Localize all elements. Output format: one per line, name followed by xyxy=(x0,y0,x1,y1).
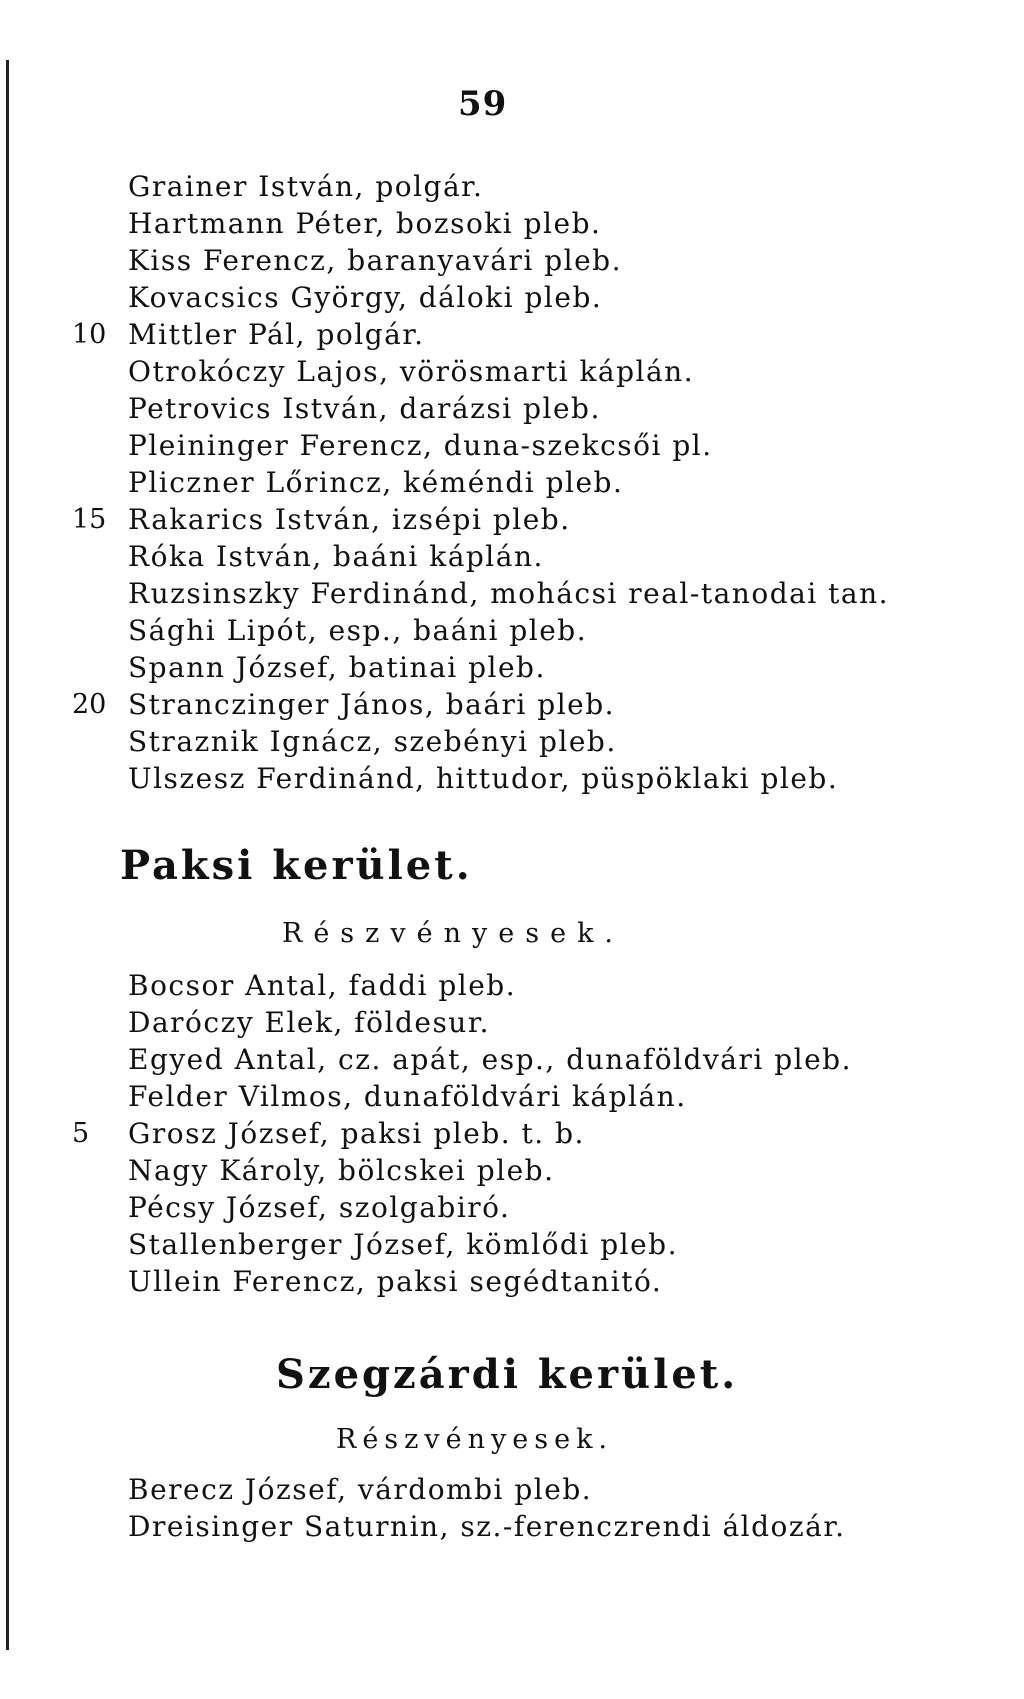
entry-text: Pliczner Lőrincz, kéméndi pleb. xyxy=(128,466,624,499)
section-subheading-paksi: Részvényesek. xyxy=(282,918,625,949)
entry-text: Felder Vilmos, dunaföldvári káplán. xyxy=(128,1080,687,1113)
entry-text: Ulszesz Ferdinánd, hittudor, püspöklaki pleb. xyxy=(128,762,839,795)
page-edge-line xyxy=(6,60,9,1650)
section-subheading-szegzardi: Részvényesek. xyxy=(336,1424,614,1455)
entry-text: Sághi Lipót, esp., baáni pleb. xyxy=(128,614,588,647)
entry-text: Grainer István, polgár. xyxy=(128,170,484,203)
entry-text: Pleininger Ferencz, duna-szekcsői pl. xyxy=(128,429,713,462)
line-number: 20 xyxy=(72,689,107,720)
entry-text: Mittler Pál, polgár. xyxy=(128,318,425,351)
entry-text: Stranczinger János, baári pleb. xyxy=(128,688,616,721)
entry-text: Ullein Ferencz, paksi segédtanitó. xyxy=(128,1265,663,1298)
entry-text: Ruzsinszky Ferdinánd, mohácsi real-tanodai tan. xyxy=(128,577,890,610)
entry-text: Straznik Ignácz, szebényi pleb. xyxy=(128,725,617,758)
entry-text: Dreisinger Saturnin, sz.-ferenczrendi áldozár. xyxy=(128,1510,846,1543)
entry-text: Rakarics István, izsépi pleb. xyxy=(128,503,571,536)
line-number: 5 xyxy=(72,1118,90,1149)
entry-text: Nagy Károly, bölcskei pleb. xyxy=(128,1154,555,1187)
line-number: 10 xyxy=(72,319,107,350)
line-number: 15 xyxy=(72,504,107,535)
entry-text: Grosz József, paksi pleb. t. b. xyxy=(128,1117,585,1150)
entry-text: Otrokóczy Lajos, vörösmarti káplán. xyxy=(128,355,695,388)
entry-text: Róka István, baáni káplán. xyxy=(128,540,544,573)
entry-text: Kiss Ferencz, baranyavári pleb. xyxy=(128,244,622,277)
section-heading-paksi: Paksi kerület. xyxy=(120,842,473,889)
entry-text: Daróczy Elek, földesur. xyxy=(128,1006,491,1039)
page-number: 59 xyxy=(458,84,508,124)
entry-text: Berecz József, várdombi pleb. xyxy=(128,1473,593,1506)
section-heading-szegzardi: Szegzárdi kerület. xyxy=(276,1351,739,1398)
entry-text: Stallenberger József, kömlődi pleb. xyxy=(128,1228,678,1261)
entry-text: Pécsy József, szolgabiró. xyxy=(128,1191,511,1224)
entry-text: Kovacsics György, dáloki pleb. xyxy=(128,281,603,314)
entry-text: Egyed Antal, cz. apát, esp., dunaföldvári pleb. xyxy=(128,1043,853,1076)
entry-text: Spann József, batinai pleb. xyxy=(128,651,546,684)
entry-text: Hartmann Péter, bozsoki pleb. xyxy=(128,207,602,240)
entry-text: Bocsor Antal, faddi pleb. xyxy=(128,969,517,1002)
entry-text: Petrovics István, darázsi pleb. xyxy=(128,392,601,425)
